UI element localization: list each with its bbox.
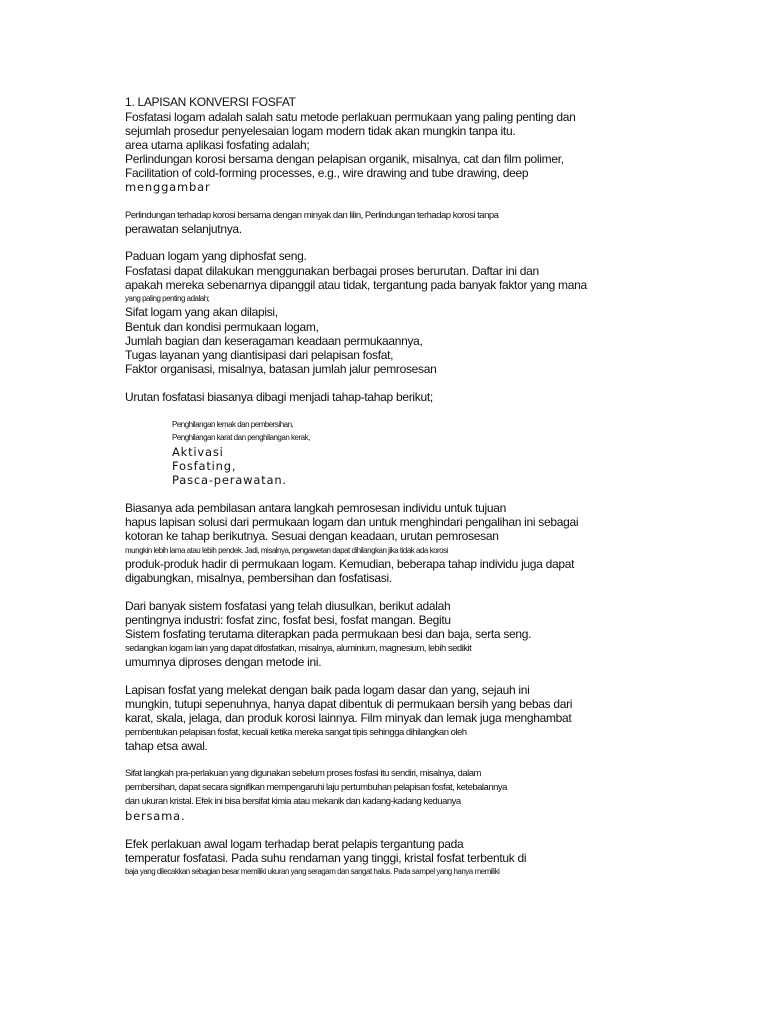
- list-item: Sifat logam yang akan dilapisi,: [125, 305, 278, 319]
- text-line: mungkin lebih lama atau lebih pendek. Jadi, misalnya, pengawetan dapat dihilangkan jika tidak ada korosi: [125, 546, 448, 555]
- text-line: sejumlah prosedur penyelesaian logam modern tidak akan mungkin tanpa itu.: [125, 124, 516, 138]
- list-item: Pasca-perawatan.: [172, 473, 287, 487]
- text-line: produk-produk hadir di permukaan logam. Kemudian, beberapa tahap individu juga dapat: [125, 557, 575, 571]
- list-item: Aktivasi: [172, 445, 224, 459]
- text-line: Facilitation of cold-forming processes, e.g., wire drawing and tube drawing, deep: [125, 166, 529, 180]
- text-line: area utama aplikasi fosfating adalah;: [125, 138, 310, 152]
- text-line: yang paling penting adalah;: [125, 294, 210, 303]
- text-line: umumnya diproses dengan metode ini.: [125, 655, 322, 669]
- text-line: Efek perlakuan awal logam terhadap berat pelapis tergantung pada: [125, 837, 464, 851]
- text-line: menggambar: [125, 180, 211, 194]
- text-line: Perlindungan korosi bersama dengan pelapisan organik, misalnya, cat dan film polimer,: [125, 152, 564, 166]
- text-line: pembentukan pelapisan fosfat, kecuali ketika mereka sangat tipis sehingga dihilangkan oleh: [125, 727, 467, 738]
- text-line: digabungkan, misalnya, pembersihan dan fosfatisasi.: [125, 571, 392, 585]
- text-line: Dari banyak sistem fosfatasi yang telah diusulkan, berikut adalah: [125, 599, 451, 613]
- text-line: bersama.: [125, 809, 186, 823]
- list-item: Fosfating,: [172, 459, 237, 473]
- text-line: temperatur fosfatasi. Pada suhu rendaman yang tinggi, kristal fosfat terbentuk di: [125, 851, 527, 865]
- text-line: Lapisan fosfat yang melekat dengan baik pada logam dasar dan yang, sejauh ini: [125, 683, 530, 697]
- list-item: Penghilangan lemak dan pembersihan,: [172, 420, 294, 429]
- text-line: Fosfatasi logam adalah salah satu metode perlakuan permukaan yang paling penting dan: [125, 110, 576, 124]
- list-item: Faktor organisasi, misalnya, batasan jumlah jalur pemrosesan: [125, 362, 437, 376]
- text-line: hapus lapisan solusi dari permukaan logam dan untuk menghindari pengalihan ini sebagai: [125, 515, 579, 529]
- text-line: Biasanya ada pembilasan antara langkah pemrosesan individu untuk tujuan: [125, 501, 506, 515]
- text-line: karat, skala, jelaga, dan produk korosi lainnya. Film minyak dan lemak juga menghambat: [125, 711, 572, 725]
- text-line: pembersihan, dapat secara signifikan mempengaruhi laju pertumbuhan pelapisan fosfat, ketebalannya: [125, 782, 507, 793]
- text-line: tahap etsa awal.: [125, 739, 208, 753]
- text-line: dan ukuran kristal. Efek ini bisa bersifat kimia atau mekanik dan kadang-kadang keduanya: [125, 796, 461, 807]
- text-line: Fosfatasi dapat dilakukan menggunakan berbagai proses berurutan. Daftar ini dan: [125, 264, 539, 278]
- text-line: pentingnya industri: fosfat zinc, fosfat besi, fosfat mangan. Begitu: [125, 613, 451, 627]
- text-line: Sifat langkah pra-perlakuan yang digunakan sebelum proses fosfasi itu sendiri, misalnya, dalam: [125, 768, 481, 779]
- list-item: Tugas layanan yang diantisipasi dari pelapisan fosfat,: [125, 348, 394, 362]
- text-line: mungkin, tutupi sepenuhnya, hanya dapat dibentuk di permukaan bersih yang bebas dari: [125, 697, 573, 711]
- list-item: Jumlah bagian dan keseragaman keadaan permukaannya,: [125, 334, 423, 348]
- text-line: perawatan selanjutnya.: [125, 222, 242, 236]
- text-line: Perlindungan terhadap korosi bersama dengan minyak dan lilin, Perlindungan terhadap korosi tanpa: [125, 210, 499, 221]
- text-line: apakah mereka sebenarnya dipanggil atau tidak, tergantung pada banyak faktor yang mana: [125, 278, 587, 292]
- text-line: Paduan logam yang diphosfat seng.: [125, 249, 307, 263]
- section-heading: 1. LAPISAN KONVERSI FOSFAT: [125, 95, 296, 109]
- text-line: Urutan fosfatasi biasanya dibagi menjadi tahap-tahap berikut;: [125, 390, 433, 404]
- list-item: Bentuk dan kondisi permukaan logam,: [125, 320, 319, 334]
- text-line: sedangkan logam lain yang dapat difosfatkan, misalnya, aluminium, magnesium, lebih sedikit: [125, 643, 472, 654]
- text-line: Sistem fosfating terutama diterapkan pada permukaan besi dan baja, serta seng.: [125, 627, 532, 641]
- text-line: baja yang dilecakkan sebagian besar memiliki ukuran yang seragam dan sangat halus. Pada sampel yang hanya memiliki: [125, 867, 500, 876]
- text-line: kotoran ke tahap berikutnya. Sesuai dengan keadaan, urutan pemrosesan: [125, 529, 499, 543]
- list-item: Penghilangan karat dan penghilangan kerak,: [172, 433, 310, 442]
